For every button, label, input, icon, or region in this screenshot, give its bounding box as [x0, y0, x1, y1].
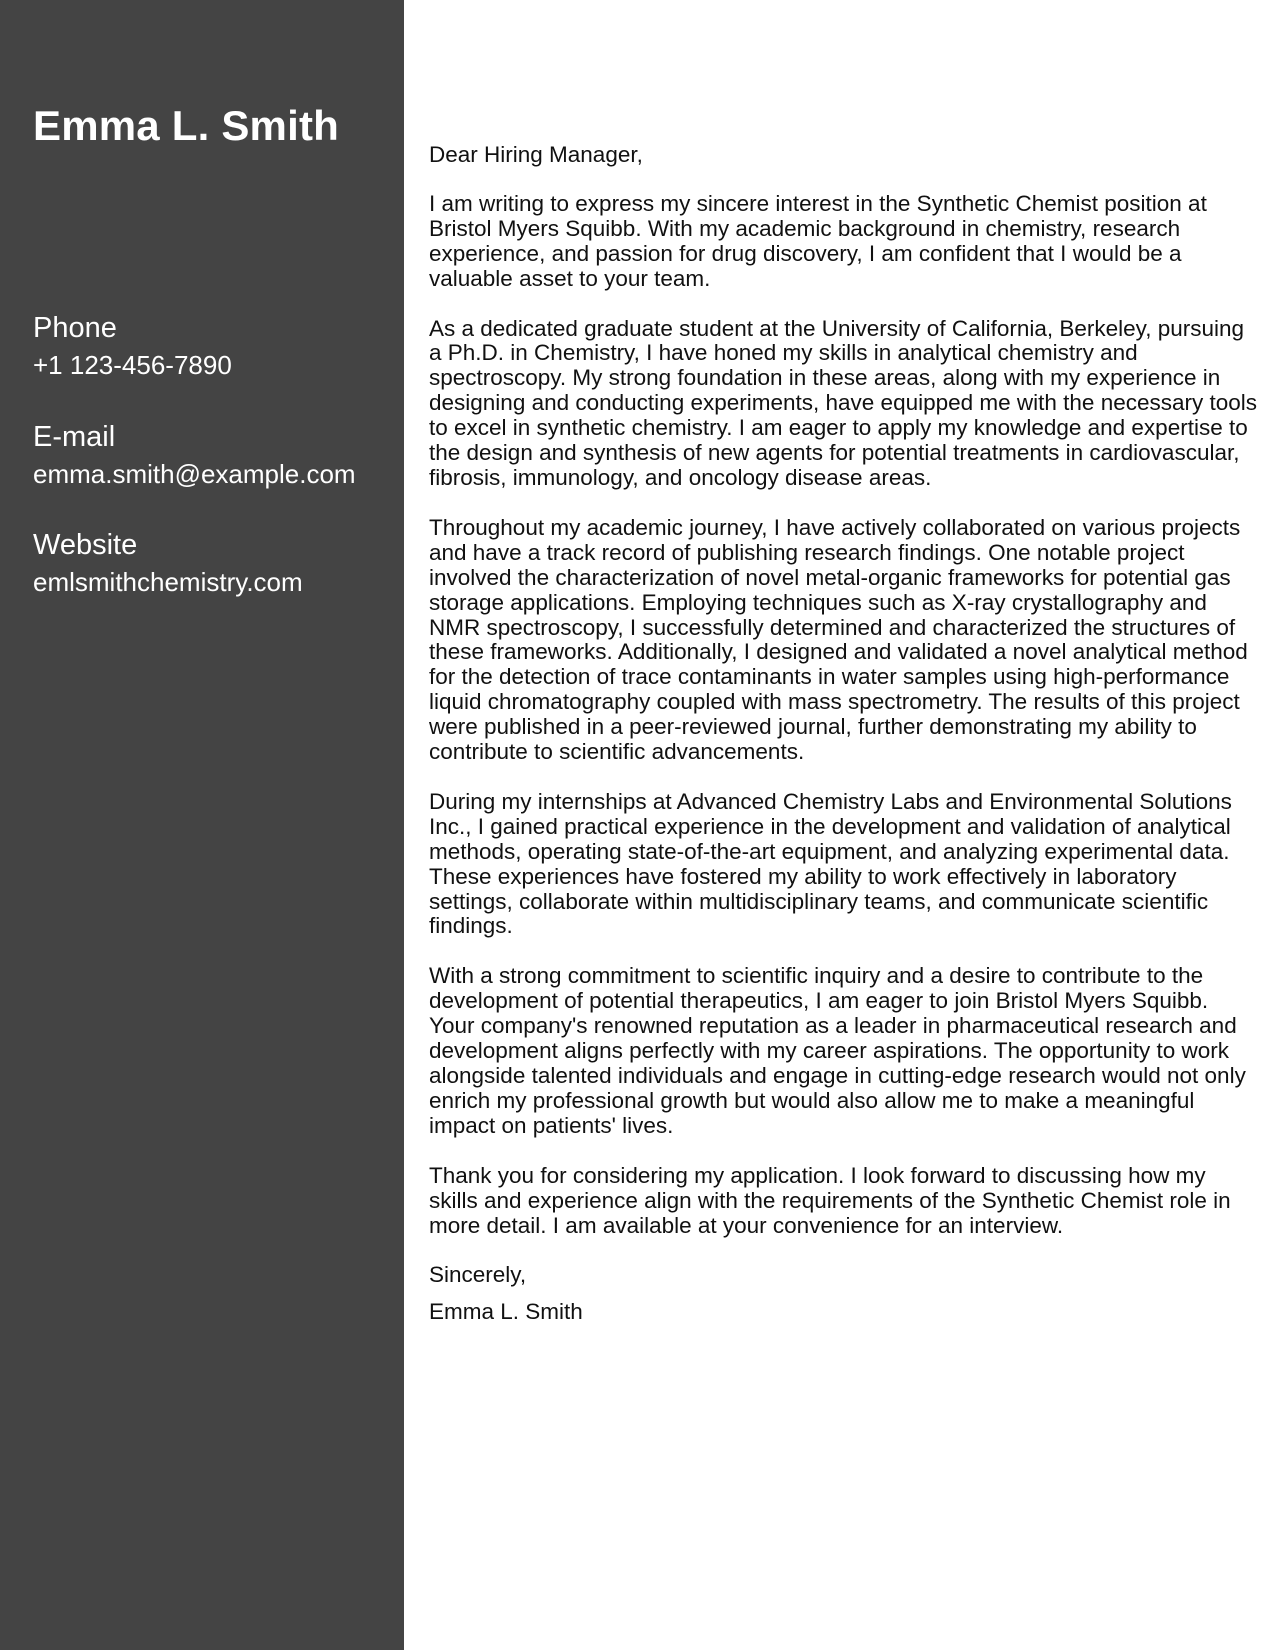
sidebar	[0, 0, 404, 1650]
phone-value: +1 123-456-7890	[33, 350, 232, 380]
signature: Emma L. Smith	[429, 1299, 583, 1325]
website-section	[33, 527, 303, 599]
paragraph-internships: During my internships at Advanced Chemistry Labs and Environmental Solutions Inc., I gained practical experience in the development and validation of analytical methods, operating state-of-the-art equipment, and analyzing experimental data. These experiences have fostered my ability to work effectively in laboratory settings, collaborate within multidisciplinary teams, and communicate scientific findings.	[429, 788, 1232, 939]
email-value: emma.smith@example.com	[33, 459, 356, 489]
paragraph-research: Throughout my academic journey, I have actively collaborated on various projects and have a track record of publishing research findings. One notable project involved the characterization of novel metal-organic frameworks for potential gas storage applications. Employing techniques such as X-ray crystallography and NMR spectroscopy, I successfully determined and characterized the structures of these frameworks. Additionally, I designed and validated a novel analytical method for the detection of trace contaminants in water samples using high-performance liquid chromatography coupled with mass spectrometry. The results of this project were published in a peer-reviewed journal, further demonstrating my ability to contribute to scientific advancements.	[429, 514, 1248, 765]
email-label: E-mail	[33, 421, 116, 453]
website-value: emlsmithchemistry.com	[33, 567, 303, 597]
letter-body	[429, 143, 1259, 1325]
paragraph-intro: I am writing to express my sincere interest in the Synthetic Chemist position at Bristol Myers Squibb. With my academic background in chemistry, research experience, and passion for drug discovery, I am confident that I would be a valuable asset to your team.	[429, 190, 1207, 291]
website-label: Website	[33, 529, 138, 561]
salutation: Dear Hiring Manager,	[429, 142, 643, 167]
email-section	[33, 419, 356, 491]
applicant-name: Emma L. Smith	[33, 102, 339, 149]
paragraph-motivation: With a strong commitment to scientific inquiry and a desire to contribute to the development of potential therapeutics, I am eager to join Bristol Myers Squibb. Your company's renowned reputation as a leader in pharmaceutical research and development aligns perfectly with my career aspirations. The opportunity to work alongside talented individuals and engage in cutting-edge research would not only enrich my professional growth but would also allow me to make a meaningful impact on patients' lives.	[429, 963, 1246, 1138]
phone-section	[33, 310, 232, 382]
paragraph-thanks: Thank you for considering my application. I look forward to discussing how my skills and experience align with the requirements of the Synthetic Chemist role in more detail. I am available at your convenience for an interview.	[429, 1162, 1231, 1238]
paragraph-education: As a dedicated graduate student at the University of California, Berkeley, pursuing a Ph.D. in Chemistry, I have honed my skills in analytical chemistry and spectroscopy. My strong foundation in these areas, along with my experience in designing and conducting experiments, have equipped me with the necessary tools to excel in synthetic chemistry. I am eager to apply my knowledge and expertise to the design and synthesis of new agents for potential treatments in cardiovascular, fibrosis, immunology, and oncology disease areas.	[429, 315, 1258, 490]
closing: Sincerely,	[429, 1262, 527, 1288]
phone-label: Phone	[33, 312, 117, 344]
